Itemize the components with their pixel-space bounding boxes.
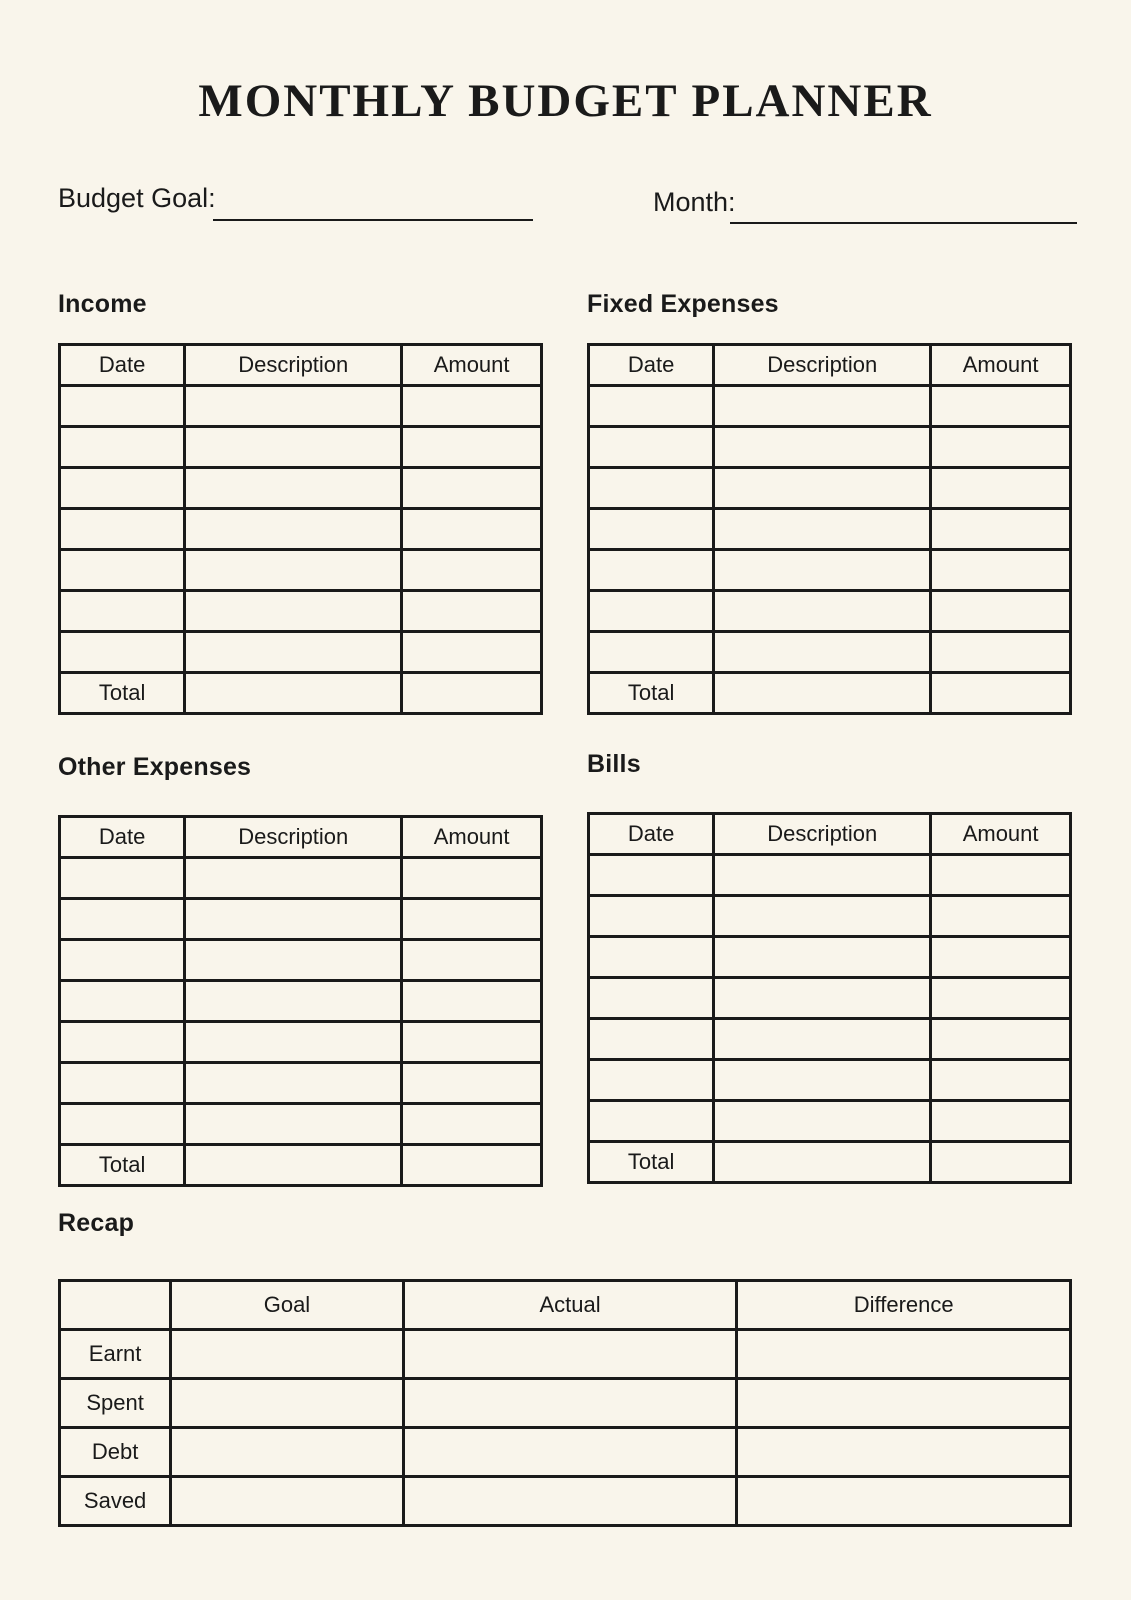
income-column-header-date: Date [60, 345, 185, 386]
other-expenses-total-description-cell[interactable] [185, 1145, 402, 1186]
bills-total-amount-cell[interactable] [931, 1142, 1071, 1183]
entry-cell[interactable] [931, 978, 1071, 1019]
fixed-expenses-entry-row [589, 591, 1071, 632]
recap-spent-goal-cell[interactable] [171, 1379, 404, 1428]
entry-cell[interactable] [714, 509, 931, 550]
other-expenses-table [58, 815, 543, 1187]
entry-cell[interactable] [714, 1060, 931, 1101]
entry-cell[interactable] [589, 550, 714, 591]
entry-cell[interactable] [185, 1022, 402, 1063]
entry-cell[interactable] [185, 427, 402, 468]
entry-cell[interactable] [60, 550, 185, 591]
budget-goal-label: Budget Goal: [58, 183, 216, 213]
fixed-expenses-entry-row [589, 386, 1071, 427]
other-expenses-entry-row [60, 1063, 542, 1104]
fixed-expenses-entry-row [589, 468, 1071, 509]
entry-cell[interactable] [402, 386, 542, 427]
entry-cell[interactable] [185, 509, 402, 550]
other-expenses-total-row [60, 1145, 542, 1186]
entry-cell[interactable] [402, 591, 542, 632]
recap-row-label-debt: Debt [60, 1428, 171, 1477]
fixed-expenses-entry-row [589, 427, 1071, 468]
fixed-expenses-entry-row [589, 509, 1071, 550]
recap-section [58, 1210, 1072, 1527]
income-header-row [60, 345, 542, 386]
income-total-description-cell[interactable] [185, 673, 402, 714]
recap-saved-actual-cell[interactable] [403, 1477, 737, 1526]
entry-cell[interactable] [402, 509, 542, 550]
fixed-expenses-entry-row [589, 550, 1071, 591]
other-expenses-entry-row [60, 1104, 542, 1145]
other-expenses-column-header-amount: Amount [402, 817, 542, 858]
entry-cell[interactable] [402, 1022, 542, 1063]
bills-column-header-amount: Amount [931, 814, 1071, 855]
fixed-expenses-section [587, 291, 1072, 715]
bills-heading: Bills [587, 750, 641, 778]
entry-cell[interactable] [185, 632, 402, 673]
entry-cell[interactable] [714, 427, 931, 468]
other-expenses-entry-row [60, 1022, 542, 1063]
page-title: MONTHLY BUDGET PLANNER [198, 75, 933, 127]
bills-entry-row [589, 978, 1071, 1019]
entry-cell[interactable] [60, 632, 185, 673]
entry-cell[interactable] [60, 591, 185, 632]
entry-cell[interactable] [931, 1101, 1071, 1142]
entry-cell[interactable] [402, 940, 542, 981]
entry-cell[interactable] [185, 591, 402, 632]
recap-heading: Recap [58, 1209, 135, 1237]
other-expenses-column-header-date: Date [60, 817, 185, 858]
income-heading: Income [58, 290, 147, 318]
other-expenses-header-row [60, 817, 542, 858]
entry-cell[interactable] [402, 1063, 542, 1104]
entry-cell[interactable] [931, 937, 1071, 978]
income-total-row [60, 673, 542, 714]
month-label: Month: [653, 187, 736, 217]
fixed-expenses-heading: Fixed Expenses [587, 290, 779, 318]
entry-cell[interactable] [185, 858, 402, 899]
entry-cell[interactable] [60, 427, 185, 468]
entry-cell[interactable] [931, 509, 1071, 550]
entry-cell[interactable] [714, 855, 931, 896]
entry-cell[interactable] [402, 899, 542, 940]
entry-cell[interactable] [185, 386, 402, 427]
entry-cell[interactable] [931, 896, 1071, 937]
entry-cell[interactable] [714, 591, 931, 632]
entry-cell[interactable] [714, 386, 931, 427]
entry-cell[interactable] [185, 899, 402, 940]
bills-entry-row [589, 1060, 1071, 1101]
entry-cell[interactable] [402, 550, 542, 591]
bills-column-header-description: Description [714, 814, 931, 855]
recap-debt-actual-cell[interactable] [403, 1428, 737, 1477]
entry-cell[interactable] [589, 386, 714, 427]
entry-cell[interactable] [931, 468, 1071, 509]
bills-column-header-date: Date [589, 814, 714, 855]
other-expenses-entry-row [60, 858, 542, 899]
fixed-expenses-header-row [589, 345, 1071, 386]
recap-earnt-actual-cell[interactable] [403, 1330, 737, 1379]
fixed-expenses-total-description-cell[interactable] [714, 673, 931, 714]
entry-cell[interactable] [931, 550, 1071, 591]
recap-debt-goal-cell[interactable] [171, 1428, 404, 1477]
fixed-expenses-total-label: Total [589, 673, 714, 714]
entry-cell[interactable] [714, 937, 931, 978]
entry-cell[interactable] [714, 550, 931, 591]
recap-row-label-earnt: Earnt [60, 1330, 171, 1379]
entry-cell[interactable] [931, 1019, 1071, 1060]
month-input-line[interactable] [730, 222, 1077, 224]
other-expenses-total-amount-cell[interactable] [402, 1145, 542, 1186]
entry-cell[interactable] [589, 1019, 714, 1060]
entry-cell[interactable] [589, 1060, 714, 1101]
entry-cell[interactable] [60, 1104, 185, 1145]
entry-cell[interactable] [589, 978, 714, 1019]
bills-entry-row [589, 1101, 1071, 1142]
entry-cell[interactable] [402, 1104, 542, 1145]
entry-cell[interactable] [714, 978, 931, 1019]
entry-cell[interactable] [714, 896, 931, 937]
entry-cell[interactable] [185, 940, 402, 981]
bills-entry-row [589, 937, 1071, 978]
recap-debt-difference-cell[interactable] [737, 1428, 1071, 1477]
entry-cell[interactable] [589, 1101, 714, 1142]
entry-cell[interactable] [589, 937, 714, 978]
recap-header-row [60, 1281, 1071, 1330]
bills-entry-row [589, 855, 1071, 896]
recap-spent-actual-cell[interactable] [403, 1379, 737, 1428]
entry-cell[interactable] [185, 981, 402, 1022]
entry-cell[interactable] [714, 1019, 931, 1060]
recap-row-earnt [60, 1330, 1071, 1379]
entry-cell[interactable] [714, 632, 931, 673]
entry-cell[interactable] [60, 858, 185, 899]
entry-cell[interactable] [60, 468, 185, 509]
entry-cell[interactable] [714, 1101, 931, 1142]
recap-column-header-actual: Actual [403, 1281, 737, 1330]
entry-cell[interactable] [60, 1022, 185, 1063]
entry-cell[interactable] [402, 981, 542, 1022]
income-section [58, 291, 543, 715]
other-expenses-entry-row [60, 899, 542, 940]
entry-cell[interactable] [714, 468, 931, 509]
other-expenses-heading: Other Expenses [58, 753, 252, 781]
income-entry-row [60, 509, 542, 550]
entry-cell[interactable] [185, 1063, 402, 1104]
entry-cell[interactable] [402, 632, 542, 673]
other-expenses-column-header-description: Description [185, 817, 402, 858]
recap-corner-cell [60, 1281, 171, 1330]
entry-cell[interactable] [402, 858, 542, 899]
income-entry-row [60, 632, 542, 673]
recap-saved-difference-cell[interactable] [737, 1477, 1071, 1526]
bills-total-label: Total [589, 1142, 714, 1183]
bills-total-description-cell[interactable] [714, 1142, 931, 1183]
recap-row-label-spent: Spent [60, 1379, 171, 1428]
entry-cell[interactable] [185, 550, 402, 591]
entry-cell[interactable] [589, 896, 714, 937]
recap-column-header-goal: Goal [171, 1281, 404, 1330]
fixed-expenses-table [587, 343, 1072, 715]
recap-row-spent [60, 1379, 1071, 1428]
income-entry-row [60, 468, 542, 509]
bills-table [587, 812, 1072, 1184]
fixed-expenses-column-header-description: Description [714, 345, 931, 386]
bills-entry-row [589, 896, 1071, 937]
entry-cell[interactable] [931, 427, 1071, 468]
entry-cell[interactable] [60, 509, 185, 550]
recap-earnt-goal-cell[interactable] [171, 1330, 404, 1379]
entry-cell[interactable] [60, 940, 185, 981]
income-total-amount-cell[interactable] [402, 673, 542, 714]
income-entry-row [60, 591, 542, 632]
entry-cell[interactable] [402, 468, 542, 509]
entry-cell[interactable] [931, 386, 1071, 427]
bills-header-row [589, 814, 1071, 855]
entry-cell[interactable] [931, 632, 1071, 673]
recap-column-header-difference: Difference [737, 1281, 1071, 1330]
fixed-expenses-total-row [589, 673, 1071, 714]
income-entry-row [60, 386, 542, 427]
other-expenses-total-label: Total [60, 1145, 185, 1186]
recap-earnt-difference-cell[interactable] [737, 1330, 1071, 1379]
income-table [58, 343, 543, 715]
income-column-header-amount: Amount [402, 345, 542, 386]
bills-entry-row [589, 1019, 1071, 1060]
bills-section [587, 751, 1072, 1184]
entry-cell[interactable] [185, 468, 402, 509]
entry-cell[interactable] [589, 632, 714, 673]
budget-goal-input-line[interactable] [213, 219, 533, 221]
entry-cell[interactable] [589, 427, 714, 468]
entry-cell[interactable] [60, 1063, 185, 1104]
income-column-header-description: Description [185, 345, 402, 386]
entry-cell[interactable] [589, 468, 714, 509]
recap-table [58, 1279, 1072, 1527]
income-entry-row [60, 427, 542, 468]
fixed-expenses-entry-row [589, 632, 1071, 673]
entry-cell[interactable] [402, 427, 542, 468]
entry-cell[interactable] [589, 509, 714, 550]
recap-row-debt [60, 1428, 1071, 1477]
recap-spent-difference-cell[interactable] [737, 1379, 1071, 1428]
other-expenses-entry-row [60, 981, 542, 1022]
income-total-label: Total [60, 673, 185, 714]
entry-cell[interactable] [60, 981, 185, 1022]
other-expenses-section [58, 754, 543, 1187]
entry-cell[interactable] [60, 899, 185, 940]
entry-cell[interactable] [931, 855, 1071, 896]
other-expenses-entry-row [60, 940, 542, 981]
entry-cell[interactable] [589, 855, 714, 896]
entry-cell[interactable] [589, 591, 714, 632]
entry-cell[interactable] [60, 386, 185, 427]
recap-row-saved [60, 1477, 1071, 1526]
fixed-expenses-column-header-date: Date [589, 345, 714, 386]
recap-saved-goal-cell[interactable] [171, 1477, 404, 1526]
fixed-expenses-column-header-amount: Amount [931, 345, 1071, 386]
bills-total-row [589, 1142, 1071, 1183]
income-entry-row [60, 550, 542, 591]
entry-cell[interactable] [185, 1104, 402, 1145]
entry-cell[interactable] [931, 591, 1071, 632]
fixed-expenses-total-amount-cell[interactable] [931, 673, 1071, 714]
entry-cell[interactable] [931, 1060, 1071, 1101]
recap-row-label-saved: Saved [60, 1477, 171, 1526]
